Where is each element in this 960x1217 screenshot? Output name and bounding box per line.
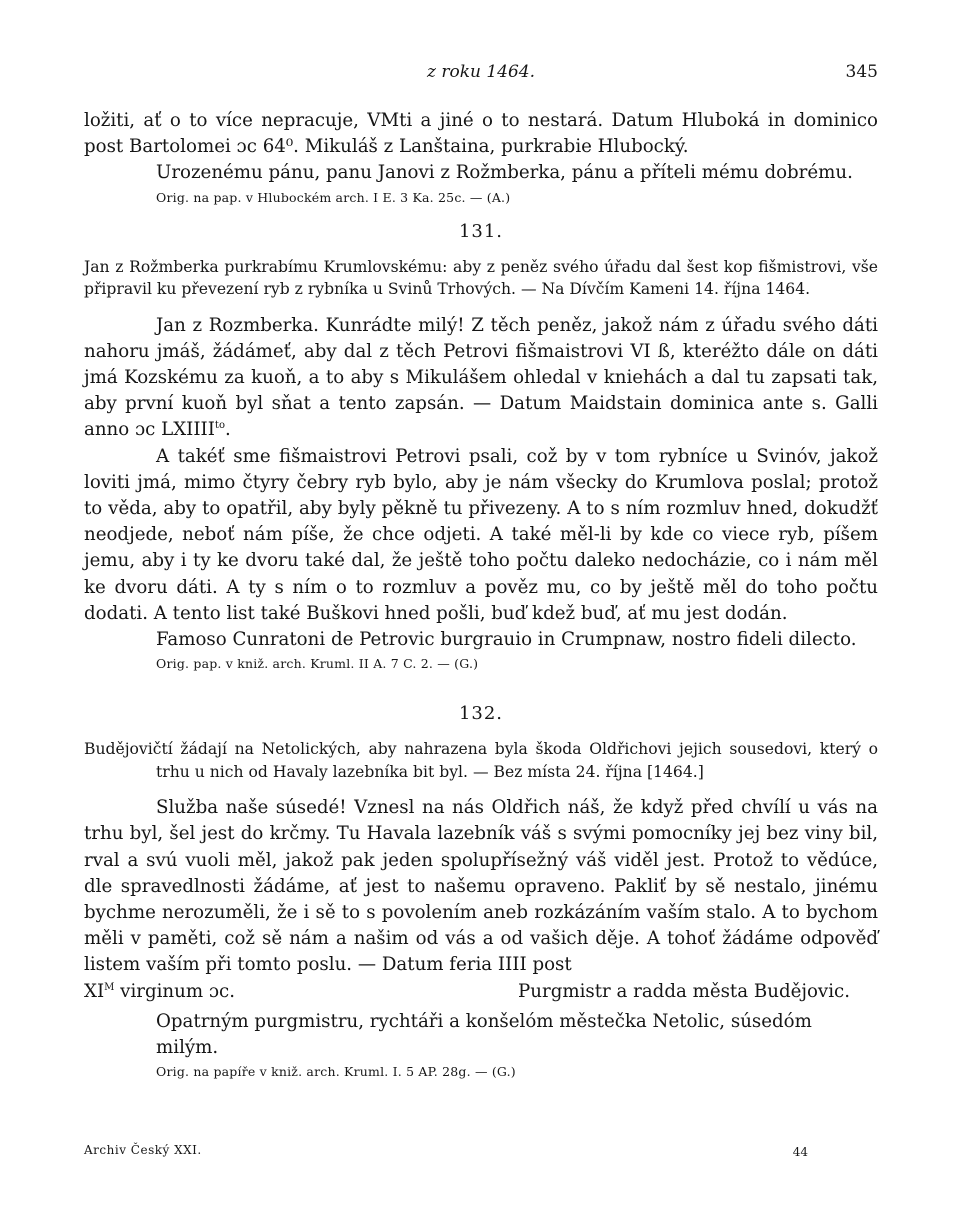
letter-132-date-signature (84, 979, 878, 1005)
date-tail-sup: M (104, 981, 115, 993)
letter-131-paragraph-2: A takéť sme fišmaistrovi Petrovi psali, což by v tom rybníce u Svinóv, jakož loviti jmá, mimo čtyry čebry ryb bylo, aby je nám všecky do Krumlova poslal; protož to věda, aby to opatřil, aby byly pěkně tu přivezeny. A to s ním rozmluv hned, dokudžť neodjede, neboť nám píše, že chce odjeti. A také měl-li by kde co viece ryb, píšem jemu, aby i ty ke dvoru také dal, že ještě toho počtu daleko nedocházie, co i nám měl ke dvoru dáti. A ty s ním o to rozmluv a pověz mu, co by ještě měl do toho počtu dodati. A tento list také Buškovi hned pošli, buď kdež buď, ať mu jest dodán. (84, 445, 878, 624)
letter-131-source: Orig. pap. v kniž. arch. Kruml. II A. 7 C. 2. — (G.) (156, 656, 479, 672)
date-tail-text-2: virginum ɔc. (114, 980, 236, 1002)
top-letter-source: Orig. na pap. v Hlubockém arch. I E. 3 Ka. 25c. — (A.) (156, 189, 511, 205)
page-body (84, 108, 878, 1081)
letter-132-source: Orig. na papíře v kniž. arch. Kruml. I. 5 AP. 28g. — (G.) (156, 1064, 516, 1080)
regest-131: Jan z Rožmberka purkrabímu Krumlovskému: aby z peněz svého úřadu dal šest kop fišmistrovi, vše připravil ku převezení ryb z rybníka u Svinů Trhových. — Na Dívčím Kameni 14. října 1464. (84, 257, 878, 299)
top-letter-text: ložiti, ať o to více nepracuje, VMti a jiné o to nestará. Datum Hluboká in dominico post Bartolomei ɔc 64⁰. Mikuláš z Lanštaina, purkrabie Hlubocký. (84, 110, 878, 158)
document-number-132: 132. (458, 703, 504, 725)
letter-132-paragraph-1: Služba naše súsedé! Vznesl na nás Oldřich náš, že když před chvílí u vás na trhu byl, šel jest do krčmy. Tu Havala lazebník váš s svými pomocníky jej bez viny bil, rval a svú vuoli měl, jakož pak jeden spolupřísežný váš viděl jest. Protož to vědúce, dle spravedlnosti žádáme, ať jest to našemu opraveno. Pakliť by sě nestalo, jinému bychme nerozuměli, že i sě to s povolením aneb rozkázáním vaším stalo. A to bychom měli v paměti, což sě nám a našim od vás a od vašich děje. A tohoť žádáme odpověď listem vaším při tomto poslu. — Datum feria IIII post (84, 797, 878, 976)
regest-132: Budějovičtí žádají na Netolických, aby nahrazena byla škoda Oldřichovi jejich sousedovi, který o trhu u nich od Havaly lazebníka bit byl. — Bez místa 24. října [1464.] (84, 740, 878, 781)
series-title: Archiv Český XXI. (84, 1143, 202, 1157)
date-tail-text: XI (84, 980, 105, 1002)
page-header (84, 62, 878, 86)
letter-132-signature: Purgmistr a radda města Budějovic. (518, 980, 850, 1002)
letter-131-p1-sup: to (214, 420, 225, 432)
letter-132-date-tail (84, 979, 235, 1005)
top-letter-address: Urozenému pánu, panu Janovi z Rožmberka, pánu a příteli mému dobrému. (156, 162, 853, 184)
letter-132-address: Opatrným purgmistru, rychtáři a konšelóm městečka Netolic, súsedóm milým. (156, 1010, 812, 1059)
letter-131-p1-text: Jan z Rozmberka. Kunrádte milý! Z těch peněz, jakož nám z úřadu svého dáti nahoru jmáš, žádámeť, aby dal z těch Petrovi fišmaistrovi VI ß, kteréžto dále on dáti jmá Kozskému za kuoň, a to aby s Mikulášem ohledal v kniehách a dal tu zapsati tak, aby první kuoň byl sňat a tento zapsán. — Datum Maidstain dominica ante s. Galli anno ɔc LXIIII (84, 314, 878, 441)
letter-131-address: Famoso Cunratoni de Petrovic burgrauio in Crumpnaw, nostro fideli dilecto. (156, 629, 857, 651)
page-number: 345 (845, 62, 878, 82)
page-footer (84, 1143, 878, 1163)
signature-mark: 44 (792, 1145, 808, 1159)
letter-131-paragraph-1 (84, 313, 878, 444)
document-number-131: 131. (458, 220, 504, 242)
running-title: z roku 1464. (426, 62, 536, 82)
letter-131-p1-end: . (224, 419, 231, 441)
